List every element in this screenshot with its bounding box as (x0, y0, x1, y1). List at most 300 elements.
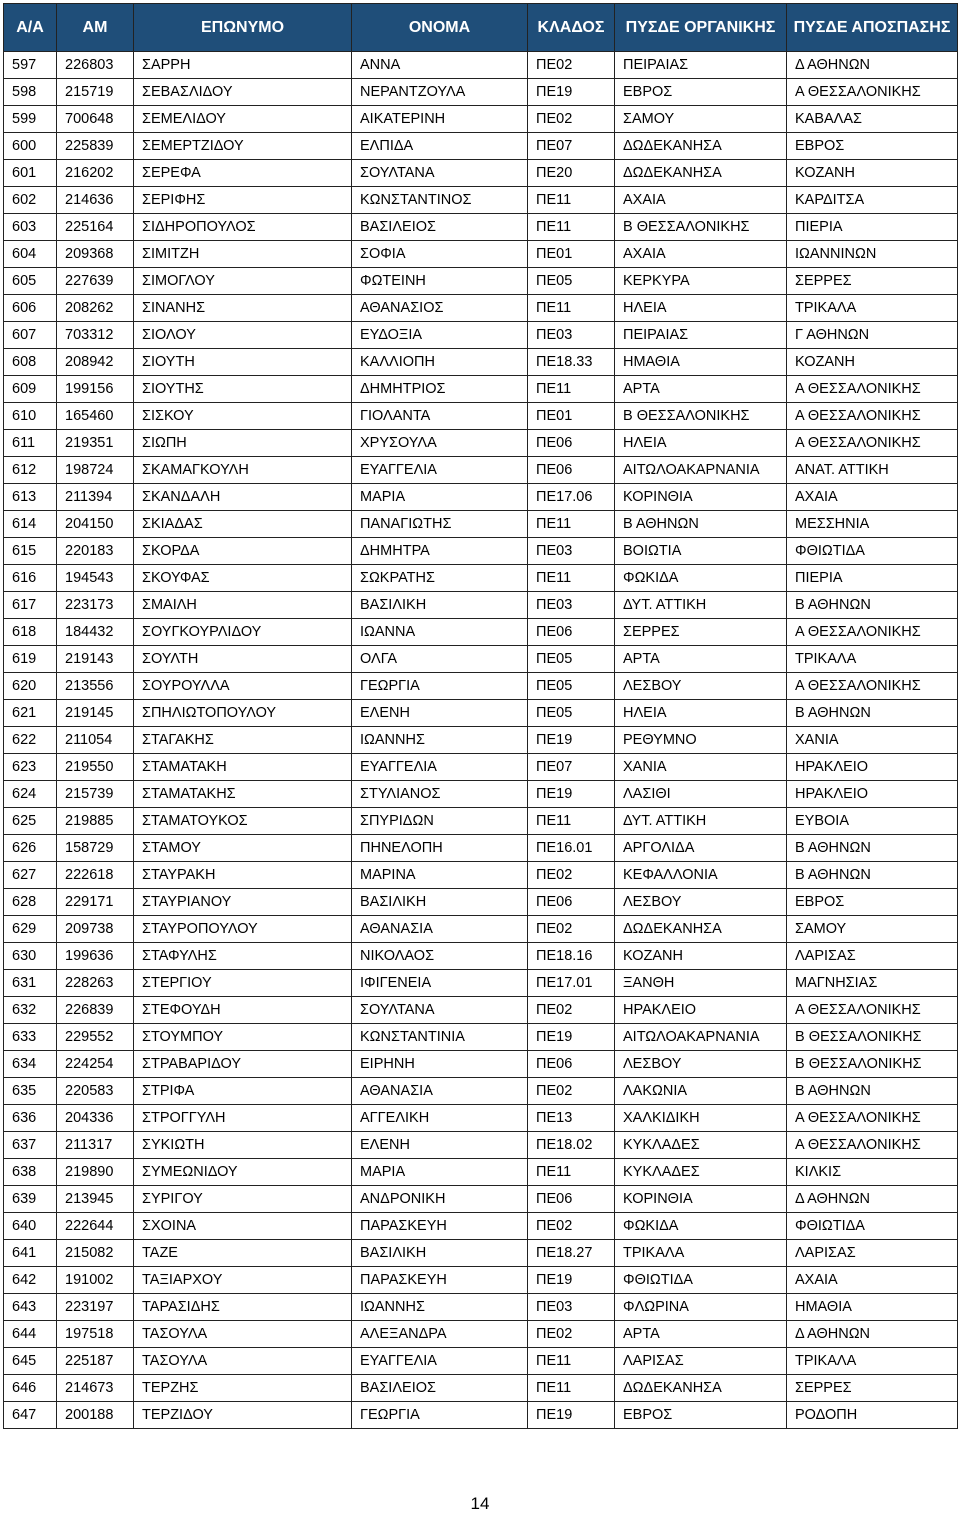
header-am: ΑΜ (57, 4, 134, 52)
cell-pysde-secondment: ΧΑΝΙΑ (787, 727, 958, 754)
cell-pysde-secondment: ΕΒΡΟΣ (787, 889, 958, 916)
cell-am: 223173 (57, 592, 134, 619)
cell-surname: ΣΙΟΛΟΥ (134, 322, 352, 349)
cell-pysde-organic: ΧΑΛΚΙΔΙΚΗ (615, 1105, 787, 1132)
cell-name: ΕΛΠΙΔΑ (352, 133, 528, 160)
cell-pysde-organic: ΑΧΑΙΑ (615, 241, 787, 268)
cell-pysde-secondment: ΚΑΒΑΛΑΣ (787, 106, 958, 133)
cell-am: 220583 (57, 1078, 134, 1105)
cell-branch: ΠΕ11 (528, 1348, 615, 1375)
cell-branch: ΠΕ03 (528, 322, 615, 349)
cell-name: ΒΑΣΙΛΕΙΟΣ (352, 1375, 528, 1402)
cell-surname: ΤΑΣΟΥΛΑ (134, 1348, 352, 1375)
cell-surname: ΣΤΕΡΓΙΟΥ (134, 970, 352, 997)
cell-aa: 621 (4, 700, 57, 727)
cell-am: 204336 (57, 1105, 134, 1132)
cell-am: 219890 (57, 1159, 134, 1186)
cell-am: 222618 (57, 862, 134, 889)
table-row (4, 187, 958, 214)
cell-aa: 611 (4, 430, 57, 457)
cell-pysde-secondment: ΠΙΕΡΙΑ (787, 565, 958, 592)
cell-pysde-secondment: ΚΟΖΑΝΗ (787, 160, 958, 187)
header-row (4, 4, 958, 52)
cell-surname: ΤΑΣΟΥΛΑ (134, 1321, 352, 1348)
header-name: ΟΝΟΜΑ (352, 4, 528, 52)
cell-pysde-secondment: ΚΑΡΔΙΤΣΑ (787, 187, 958, 214)
cell-aa: 615 (4, 538, 57, 565)
cell-am: 215739 (57, 781, 134, 808)
cell-pysde-organic: ΛΕΣΒΟΥ (615, 889, 787, 916)
cell-am: 208942 (57, 349, 134, 376)
cell-surname: ΣΕΡΙΦΗΣ (134, 187, 352, 214)
cell-surname: ΣΑΡΡΗ (134, 52, 352, 79)
cell-aa: 599 (4, 106, 57, 133)
cell-pysde-organic: ΕΒΡΟΣ (615, 79, 787, 106)
cell-pysde-secondment: ΜΑΓΝΗΣΙΑΣ (787, 970, 958, 997)
cell-surname: ΣΕΜΕΡΤΖΙΔΟΥ (134, 133, 352, 160)
cell-pysde-secondment: ΜΕΣΣΗΝΙΑ (787, 511, 958, 538)
cell-aa: 631 (4, 970, 57, 997)
cell-surname: ΣΕΜΕΛΙΔΟΥ (134, 106, 352, 133)
table-row (4, 970, 958, 997)
table-row (4, 484, 958, 511)
cell-name: ΣΟΦΙΑ (352, 241, 528, 268)
cell-surname: ΤΑΖΕ (134, 1240, 352, 1267)
cell-pysde-organic: ΣΕΡΡΕΣ (615, 619, 787, 646)
cell-aa: 612 (4, 457, 57, 484)
cell-aa: 600 (4, 133, 57, 160)
cell-name: ΣΟΥΛΤΑΝΑ (352, 160, 528, 187)
cell-branch: ΠΕ19 (528, 1402, 615, 1429)
cell-surname: ΣΙΟΥΤΗ (134, 349, 352, 376)
cell-am: 199156 (57, 376, 134, 403)
cell-aa: 647 (4, 1402, 57, 1429)
cell-aa: 622 (4, 727, 57, 754)
table-row (4, 133, 958, 160)
cell-pysde-secondment: ΦΘΙΩΤΙΔΑ (787, 1213, 958, 1240)
header-pysde-organic: ΠΥΣΔΕ ΟΡΓΑΝΙΚΗΣ (615, 4, 787, 52)
table-row (4, 79, 958, 106)
cell-surname: ΣΤΕΦΟΥΔΗ (134, 997, 352, 1024)
cell-branch: ΠΕ06 (528, 1051, 615, 1078)
cell-am: 211394 (57, 484, 134, 511)
cell-name: ΣΩΚΡΑΤΗΣ (352, 565, 528, 592)
cell-branch: ΠΕ13 (528, 1105, 615, 1132)
cell-pysde-organic: ΡΕΘΥΜΝΟ (615, 727, 787, 754)
cell-pysde-organic: ΛΕΣΒΟΥ (615, 673, 787, 700)
cell-branch: ΠΕ01 (528, 403, 615, 430)
table-row (4, 862, 958, 889)
cell-aa: 618 (4, 619, 57, 646)
table-row (4, 1105, 958, 1132)
cell-name: ΙΩΑΝΝΗΣ (352, 727, 528, 754)
cell-pysde-secondment: Α ΘΕΣΣΑΛΟΝΙΚΗΣ (787, 376, 958, 403)
table-row (4, 241, 958, 268)
cell-name: ΕΥΑΓΓΕΛΙΑ (352, 1348, 528, 1375)
cell-aa: 597 (4, 52, 57, 79)
cell-branch: ΠΕ17.06 (528, 484, 615, 511)
cell-pysde-organic: ΦΩΚΙΔΑ (615, 1213, 787, 1240)
table-row (4, 1402, 958, 1429)
cell-surname: ΣΤΑΜΑΤΑΚΗΣ (134, 781, 352, 808)
cell-surname: ΣΥΚΙΩΤΗ (134, 1132, 352, 1159)
cell-surname: ΣΟΥΡΟΥΛΛΑ (134, 673, 352, 700)
table-row (4, 1024, 958, 1051)
cell-surname: ΣΤΟΥΜΠΟΥ (134, 1024, 352, 1051)
cell-name: ΓΕΩΡΓΙΑ (352, 1402, 528, 1429)
cell-pysde-secondment: Β ΑΘΗΝΩΝ (787, 835, 958, 862)
cell-pysde-organic: ΔΩΔΕΚΑΝΗΣΑ (615, 133, 787, 160)
cell-name: ΑΝΔΡΟΝΙΚΗ (352, 1186, 528, 1213)
cell-am: 200188 (57, 1402, 134, 1429)
cell-name: ΦΩΤΕΙΝΗ (352, 268, 528, 295)
cell-branch: ΠΕ02 (528, 916, 615, 943)
cell-pysde-organic: Β ΑΘΗΝΩΝ (615, 511, 787, 538)
cell-name: ΙΩΑΝΝΗΣ (352, 1294, 528, 1321)
cell-name: ΜΑΡΙΑ (352, 484, 528, 511)
cell-pysde-organic: ΑΡΤΑ (615, 1321, 787, 1348)
cell-am: 219145 (57, 700, 134, 727)
cell-name: ΙΩΑΝΝΑ (352, 619, 528, 646)
cell-name: ΕΥΑΓΓΕΛΙΑ (352, 457, 528, 484)
cell-name: ΑΝΝΑ (352, 52, 528, 79)
cell-pysde-secondment: ΚΟΖΑΝΗ (787, 349, 958, 376)
cell-branch: ΠΕ07 (528, 754, 615, 781)
table-row (4, 916, 958, 943)
cell-name: ΧΡΥΣΟΥΛΑ (352, 430, 528, 457)
cell-branch: ΠΕ05 (528, 700, 615, 727)
cell-branch: ΠΕ02 (528, 52, 615, 79)
cell-surname: ΣΚΙΑΔΑΣ (134, 511, 352, 538)
cell-branch: ΠΕ02 (528, 1078, 615, 1105)
cell-aa: 598 (4, 79, 57, 106)
cell-branch: ΠΕ02 (528, 997, 615, 1024)
cell-surname: ΣΤΑΥΡΑΚΗ (134, 862, 352, 889)
cell-name: ΣΟΥΛΤΑΝΑ (352, 997, 528, 1024)
cell-branch: ΠΕ06 (528, 430, 615, 457)
table-row (4, 349, 958, 376)
cell-surname: ΣΤΑΜΑΤΟΥΚΟΣ (134, 808, 352, 835)
cell-am: 209368 (57, 241, 134, 268)
cell-am: 215719 (57, 79, 134, 106)
cell-am: 223197 (57, 1294, 134, 1321)
cell-pysde-organic: ΛΑΡΙΣΑΣ (615, 1348, 787, 1375)
table-row (4, 808, 958, 835)
cell-am: 213556 (57, 673, 134, 700)
table-row (4, 268, 958, 295)
table-row (4, 646, 958, 673)
cell-pysde-organic: ΛΑΣΙΘΙ (615, 781, 787, 808)
cell-branch: ΠΕ11 (528, 376, 615, 403)
cell-aa: 628 (4, 889, 57, 916)
cell-surname: ΣΥΡΙΓΟΥ (134, 1186, 352, 1213)
cell-name: ΓΙΟΛΑΝΤΑ (352, 403, 528, 430)
cell-name: ΒΑΣΙΛΙΚΗ (352, 889, 528, 916)
cell-surname: ΣΕΡΕΦΑ (134, 160, 352, 187)
cell-pysde-organic: ΠΕΙΡΑΙΑΣ (615, 52, 787, 79)
cell-name: ΕΛΕΝΗ (352, 700, 528, 727)
cell-pysde-organic: ΚΟΡΙΝΘΙΑ (615, 484, 787, 511)
cell-aa: 602 (4, 187, 57, 214)
cell-pysde-secondment: ΣΑΜΟΥ (787, 916, 958, 943)
cell-branch: ΠΕ16.01 (528, 835, 615, 862)
cell-name: ΙΦΙΓΕΝΕΙΑ (352, 970, 528, 997)
cell-pysde-organic: ΑΙΤΩΛΟΑΚΑΡΝΑΝΙΑ (615, 457, 787, 484)
cell-surname: ΣΙΔΗΡΟΠΟΥΛΟΣ (134, 214, 352, 241)
cell-am: 225164 (57, 214, 134, 241)
table-row (4, 295, 958, 322)
cell-am: 197518 (57, 1321, 134, 1348)
cell-pysde-organic: ΚΕΦΑΛΛΟΝΙΑ (615, 862, 787, 889)
cell-pysde-secondment: Β ΑΘΗΝΩΝ (787, 1078, 958, 1105)
cell-name: ΚΩΝΣΤΑΝΤΙΝΙΑ (352, 1024, 528, 1051)
cell-branch: ΠΕ19 (528, 727, 615, 754)
cell-aa: 637 (4, 1132, 57, 1159)
cell-am: 214636 (57, 187, 134, 214)
cell-pysde-organic: ΦΩΚΙΔΑ (615, 565, 787, 592)
cell-surname: ΣΧΟΙΝΑ (134, 1213, 352, 1240)
cell-pysde-secondment: ΤΡΙΚΑΛΑ (787, 646, 958, 673)
cell-pysde-organic: ΕΒΡΟΣ (615, 1402, 787, 1429)
cell-name: ΓΕΩΡΓΙΑ (352, 673, 528, 700)
cell-pysde-secondment: Β ΘΕΣΣΑΛΟΝΙΚΗΣ (787, 1051, 958, 1078)
cell-aa: 603 (4, 214, 57, 241)
cell-pysde-organic: ΔΩΔΕΚΑΝΗΣΑ (615, 916, 787, 943)
cell-pysde-secondment: Β ΑΘΗΝΩΝ (787, 862, 958, 889)
cell-pysde-secondment: ΤΡΙΚΑΛΑ (787, 1348, 958, 1375)
cell-pysde-organic: ΞΑΝΘΗ (615, 970, 787, 997)
table-row (4, 1186, 958, 1213)
cell-name: ΠΑΡΑΣΚΕΥΗ (352, 1213, 528, 1240)
cell-am: 225187 (57, 1348, 134, 1375)
cell-surname: ΣΤΡΟΓΓΥΛΗ (134, 1105, 352, 1132)
cell-branch: ΠΕ18.16 (528, 943, 615, 970)
cell-pysde-organic: ΛΕΣΒΟΥ (615, 1051, 787, 1078)
cell-name: ΝΙΚΟΛΑΟΣ (352, 943, 528, 970)
cell-am: 228263 (57, 970, 134, 997)
table-row (4, 1240, 958, 1267)
cell-pysde-organic: ΒΟΙΩΤΙΑ (615, 538, 787, 565)
cell-am: 194543 (57, 565, 134, 592)
cell-pysde-secondment: ΙΩΑΝΝΙΝΩΝ (787, 241, 958, 268)
cell-pysde-secondment: ΤΡΙΚΑΛΑ (787, 295, 958, 322)
table-row (4, 214, 958, 241)
cell-branch: ΠΕ07 (528, 133, 615, 160)
cell-aa: 616 (4, 565, 57, 592)
cell-name: ΑΘΑΝΑΣΙΟΣ (352, 295, 528, 322)
cell-aa: 630 (4, 943, 57, 970)
table-row (4, 619, 958, 646)
cell-surname: ΤΕΡΖΗΣ (134, 1375, 352, 1402)
table-row (4, 673, 958, 700)
cell-aa: 646 (4, 1375, 57, 1402)
cell-name: ΕΥΑΓΓΕΛΙΑ (352, 754, 528, 781)
table-row (4, 781, 958, 808)
cell-name: ΚΩΝΣΤΑΝΤΙΝΟΣ (352, 187, 528, 214)
cell-surname: ΣΤΡΙΦΑ (134, 1078, 352, 1105)
cell-aa: 620 (4, 673, 57, 700)
cell-branch: ΠΕ11 (528, 214, 615, 241)
cell-aa: 624 (4, 781, 57, 808)
cell-aa: 623 (4, 754, 57, 781)
cell-pysde-secondment: Β ΑΘΗΝΩΝ (787, 700, 958, 727)
header-aa: Α/Α (4, 4, 57, 52)
cell-aa: 607 (4, 322, 57, 349)
cell-pysde-organic: ΑΙΤΩΛΟΑΚΑΡΝΑΝΙΑ (615, 1024, 787, 1051)
cell-surname: ΤΑΡΑΣΙΔΗΣ (134, 1294, 352, 1321)
cell-surname: ΣΟΥΓΚΟΥΡΛΙΔΟΥ (134, 619, 352, 646)
table-row (4, 1159, 958, 1186)
cell-branch: ΠΕ01 (528, 241, 615, 268)
cell-name: ΒΑΣΙΛΙΚΗ (352, 1240, 528, 1267)
cell-branch: ΠΕ17.01 (528, 970, 615, 997)
cell-am: 158729 (57, 835, 134, 862)
cell-name: ΝΕΡΑΝΤΖΟΥΛΑ (352, 79, 528, 106)
table-row (4, 835, 958, 862)
cell-pysde-organic: ΤΡΙΚΑΛΑ (615, 1240, 787, 1267)
cell-name: ΜΑΡΙΑ (352, 1159, 528, 1186)
cell-name: ΑΘΑΝΑΣΙΑ (352, 1078, 528, 1105)
cell-name: ΑΛΕΞΑΝΔΡΑ (352, 1321, 528, 1348)
cell-branch: ΠΕ06 (528, 889, 615, 916)
cell-pysde-organic: ΦΛΩΡΙΝΑ (615, 1294, 787, 1321)
cell-am: 211317 (57, 1132, 134, 1159)
table-row (4, 376, 958, 403)
cell-am: 204150 (57, 511, 134, 538)
cell-am: 211054 (57, 727, 134, 754)
cell-pysde-secondment: Α ΘΕΣΣΑΛΟΝΙΚΗΣ (787, 430, 958, 457)
cell-pysde-secondment: ΣΕΡΡΕΣ (787, 268, 958, 295)
cell-am: 226803 (57, 52, 134, 79)
cell-aa: 639 (4, 1186, 57, 1213)
cell-branch: ΠΕ11 (528, 187, 615, 214)
cell-surname: ΣΙΜΟΓΛΟΥ (134, 268, 352, 295)
table-row (4, 1051, 958, 1078)
cell-branch: ΠΕ11 (528, 511, 615, 538)
cell-surname: ΣΙΟΥΤΗΣ (134, 376, 352, 403)
cell-pysde-secondment: Α ΘΕΣΣΑΛΟΝΙΚΗΣ (787, 619, 958, 646)
cell-name: ΑΘΑΝΑΣΙΑ (352, 916, 528, 943)
cell-pysde-secondment: ΑΧΑΙΑ (787, 1267, 958, 1294)
cell-aa: 626 (4, 835, 57, 862)
cell-surname: ΣΠΗΛΙΩΤΟΠΟΥΛΟΥ (134, 700, 352, 727)
cell-surname: ΣΥΜΕΩΝΙΔΟΥ (134, 1159, 352, 1186)
cell-branch: ΠΕ06 (528, 457, 615, 484)
cell-aa: 605 (4, 268, 57, 295)
table-row (4, 997, 958, 1024)
cell-pysde-organic: ΔΩΔΕΚΑΝΗΣΑ (615, 160, 787, 187)
cell-am: 225839 (57, 133, 134, 160)
table-row (4, 889, 958, 916)
cell-branch: ΠΕ18.02 (528, 1132, 615, 1159)
header-surname: ΕΠΩΝΥΜΟ (134, 4, 352, 52)
cell-pysde-secondment: Α ΘΕΣΣΑΛΟΝΙΚΗΣ (787, 403, 958, 430)
cell-aa: 638 (4, 1159, 57, 1186)
cell-pysde-organic: ΦΘΙΩΤΙΔΑ (615, 1267, 787, 1294)
table-row (4, 1294, 958, 1321)
cell-pysde-organic: ΑΡΤΑ (615, 376, 787, 403)
table-row (4, 1213, 958, 1240)
cell-pysde-organic: ΑΡΓΟΛΙΔΑ (615, 835, 787, 862)
table-row (4, 322, 958, 349)
cell-branch: ΠΕ19 (528, 1024, 615, 1051)
cell-aa: 642 (4, 1267, 57, 1294)
table-row (4, 943, 958, 970)
cell-pysde-organic: ΗΛΕΙΑ (615, 295, 787, 322)
cell-am: 700648 (57, 106, 134, 133)
cell-branch: ΠΕ06 (528, 1186, 615, 1213)
cell-surname: ΣΙΝΑΝΗΣ (134, 295, 352, 322)
cell-branch: ΠΕ11 (528, 808, 615, 835)
table-row (4, 106, 958, 133)
cell-am: 227639 (57, 268, 134, 295)
cell-surname: ΣΙΜΙΤΖΗ (134, 241, 352, 268)
cell-pysde-organic: ΗΡΑΚΛΕΙΟ (615, 997, 787, 1024)
table-row (4, 430, 958, 457)
table-row (4, 1375, 958, 1402)
cell-surname: ΣΚΟΡΔΑ (134, 538, 352, 565)
cell-aa: 632 (4, 997, 57, 1024)
cell-name: ΒΑΣΙΛΙΚΗ (352, 592, 528, 619)
table-row (4, 457, 958, 484)
cell-aa: 640 (4, 1213, 57, 1240)
cell-am: 219550 (57, 754, 134, 781)
table-row (4, 1267, 958, 1294)
table-body (4, 52, 958, 1429)
cell-pysde-secondment: Α ΘΕΣΣΑΛΟΝΙΚΗΣ (787, 79, 958, 106)
cell-branch: ΠΕ03 (528, 1294, 615, 1321)
cell-pysde-organic: ΚΥΚΛΑΔΕΣ (615, 1159, 787, 1186)
cell-aa: 627 (4, 862, 57, 889)
cell-aa: 634 (4, 1051, 57, 1078)
table-row (4, 1348, 958, 1375)
table-header (4, 4, 958, 52)
cell-am: 215082 (57, 1240, 134, 1267)
cell-aa: 604 (4, 241, 57, 268)
cell-surname: ΤΑΞΙΑΡΧΟΥ (134, 1267, 352, 1294)
cell-aa: 633 (4, 1024, 57, 1051)
cell-pysde-organic: ΗΛΕΙΑ (615, 430, 787, 457)
cell-surname: ΣΤΑΥΡΙΑΝΟΥ (134, 889, 352, 916)
cell-am: 226839 (57, 997, 134, 1024)
cell-am: 229171 (57, 889, 134, 916)
cell-pysde-organic: ΛΑΚΩΝΙΑ (615, 1078, 787, 1105)
cell-branch: ΠΕ02 (528, 1213, 615, 1240)
cell-surname: ΣΤΡΑΒΑΡΙΔΟΥ (134, 1051, 352, 1078)
cell-aa: 644 (4, 1321, 57, 1348)
cell-aa: 629 (4, 916, 57, 943)
table-row (4, 538, 958, 565)
cell-pysde-organic: ΔΩΔΕΚΑΝΗΣΑ (615, 1375, 787, 1402)
cell-pysde-organic: ΚΕΡΚΥΡΑ (615, 268, 787, 295)
cell-name: ΕΙΡΗΝΗ (352, 1051, 528, 1078)
cell-am: 198724 (57, 457, 134, 484)
cell-name: ΠΑΡΑΣΚΕΥΗ (352, 1267, 528, 1294)
cell-branch: ΠΕ02 (528, 1321, 615, 1348)
cell-aa: 610 (4, 403, 57, 430)
table-row (4, 511, 958, 538)
cell-name: ΕΛΕΝΗ (352, 1132, 528, 1159)
cell-surname: ΣΟΥΛΤΗ (134, 646, 352, 673)
cell-am: 222644 (57, 1213, 134, 1240)
cell-pysde-organic: Β ΘΕΣΣΑΛΟΝΙΚΗΣ (615, 403, 787, 430)
cell-am: 219351 (57, 430, 134, 457)
table-row (4, 592, 958, 619)
cell-surname: ΣΙΩΠΗ (134, 430, 352, 457)
cell-am: 216202 (57, 160, 134, 187)
table-row (4, 403, 958, 430)
cell-pysde-secondment: ΕΥΒΟΙΑ (787, 808, 958, 835)
